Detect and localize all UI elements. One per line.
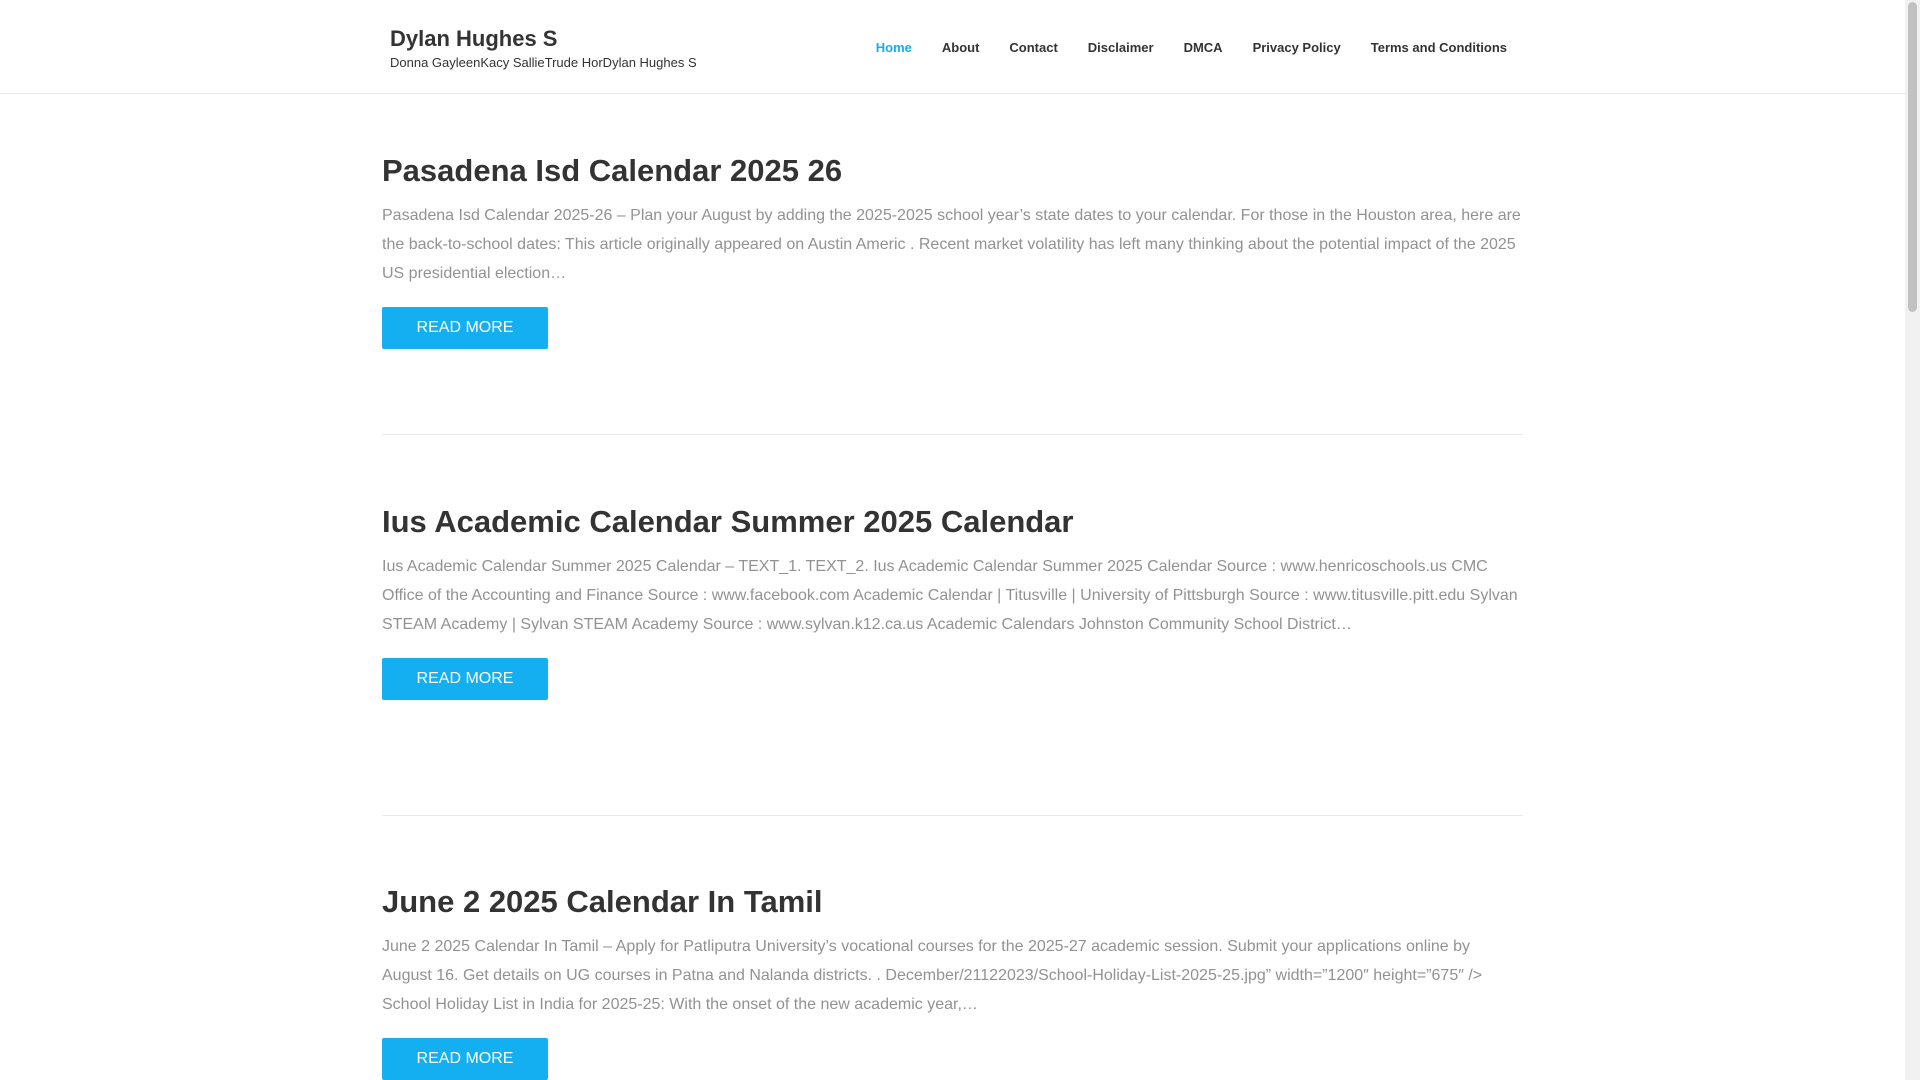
read-more-button[interactable]: READ MORE [382,307,548,349]
post-excerpt: Ius Academic Calendar Summer 2025 Calendar – TEXT_1. TEXT_2. Ius Academic Calendar Summer 2025 Calendar Source : www.henricoschools.us CMC Office of the Accounting and Finance Source : www.facebook.com Academic Calendar | Titusville | University of Pittsburgh Source : www.titusville.pitt.edu Sylvan STEAM Academy | Sylvan STEAM Academy Source : www.sylvan.k12.ca.us Academic Calendars Johnston Community School District… [382,558,1518,633]
nav-item-privacy-policy[interactable]: Privacy Policy [1252,40,1341,55]
read-more-button[interactable]: READ MORE [382,1038,548,1080]
nav-item-dmca[interactable]: DMCA [1183,40,1223,55]
vertical-scrollbar[interactable] [1905,0,1920,1080]
post-excerpt: Pasadena Isd Calendar 2025-26 – Plan your August by adding the 2025-2025 school year’s state dates to your calendar. For those in the Houston area, here are the back-to-school dates: This article originally appeared on Austin Americ . Recent market volatility has left many thinking about the potential impact of the 2025 US presidential election… [382,207,1521,282]
site-header [0,1,1905,94]
post-item [382,503,1523,700]
site-branding [390,25,697,71]
post-divider [382,815,1523,816]
site-description: Donna GayleenKacy SallieTrude HorDylan Hughes S [390,55,697,70]
site-title-link[interactable]: Dylan Hughes S [390,26,558,51]
nav-item-home[interactable]: Home [875,40,912,55]
post-title[interactable]: Pasadena Isd Calendar 2025 26 [382,153,843,188]
read-more-button[interactable]: READ MORE [382,658,548,700]
post-excerpt: June 2 2025 Calendar In Tamil – Apply for Patliputra University’s vocational courses for the 2025-27 academic session. Submit your applications online by August 16. Get details on UG courses in Patna and Nalanda districts. . December/21122023/School-Holiday-List-2025-25.jpg” width=”1200″ height=”675″ /> School Holiday List in India for 2025-25: With the onset of the new academic year,… [382,938,1483,1013]
nav-item-terms-and-conditions[interactable]: Terms and Conditions [1370,40,1507,55]
post-item [382,152,1523,349]
scrollbar-thumb[interactable] [1908,2,1917,312]
main-navigation [846,40,1507,56]
nav-item-about[interactable]: About [941,40,980,55]
post-item [382,883,1523,1080]
post-divider [382,434,1523,435]
post-title[interactable]: June 2 2025 Calendar In Tamil [382,884,823,919]
nav-item-contact[interactable]: Contact [1009,40,1058,55]
nav-item-disclaimer[interactable]: Disclaimer [1087,40,1154,55]
post-title[interactable]: Ius Academic Calendar Summer 2025 Calendar [382,504,1074,539]
